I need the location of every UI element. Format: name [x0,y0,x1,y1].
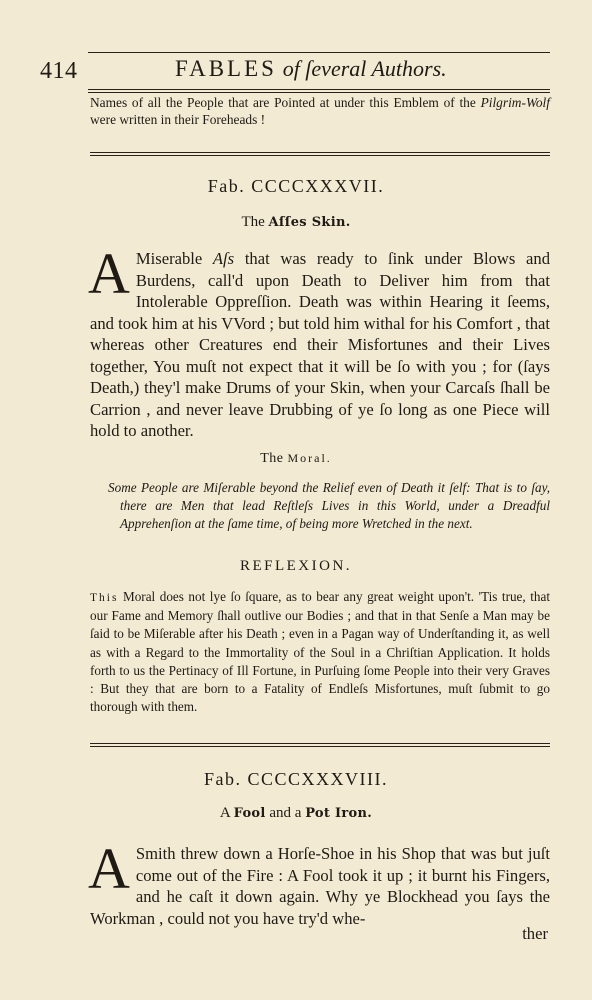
reflexion-heading: REFLEXION. [239,558,353,574]
fable-body-1-italic: Aſs [212,249,235,268]
fable-body-2-text: Smith threw down a Horſe-Shoe in his Shop that was but juſt come out of the Fire : A Fool took it up ; it burnt his Fingers, and he caſt it down again. Why ye Blockhead you ſays the Workman , could not you have try'd whe- [90,844,550,928]
fable-body-2 [88,836,550,929]
section-divider-2 [90,743,550,747]
reflexion-body: Moral does not lye ſo ſquare, as to bear any great weight upon't. 'Tis true, that our Fame and Memory ſhall outlive our Bodies ; and that in that Senſe a Man may be ſaid to be Miſerable after his Death ; even in a Pagan way of Underſtanding it, as well as with a Regard to the Immortality of the Soul in a Chriſtian Application. It holds forth to us the Pertinacy of Ill Fortune, in Purſuing ſome People into their very Graves : But they that are born to a Fatality of Endleſs Misfortunes, muſt ſubmit to go thorough with them. [90,589,550,715]
header-rule-bottom-1 [88,89,550,90]
section-divider-1 [90,152,550,156]
fable-subtitle-2-a: A [219,805,234,821]
note-text-after: were written in their Foreheads ! [90,112,266,127]
fable-subtitle-2-b: and a [265,805,306,821]
fable-subtitle-2-bl2: Pot Iron. [305,806,373,821]
fable-number-1: Fab. CCCCXXXVII. [207,176,385,196]
drop-cap-1: A [88,241,130,306]
fable-subtitle-2 [0,805,592,822]
note-italic: Pilgrim-Wolf [480,95,550,110]
moral-heading-the: The [260,451,288,466]
fable-body-1-b: that was ready to ſink under Blows and Burdens, call'd upon Death to Deliver him from that Intolerable Oppreſſion. Death was within Hearing it ſeems, and took him at his VVord ; but told him withal for his Comfort , that whereas other Creatures end their Misfortunes and their Lives together, You muſt not expect that it will be ſo with you ; for (ſays Death,) they'l make Drums of your Skin, when your Carcaſs ſhall be Carrion , and never leave Drubbing of ye ſo long as one Piece will hold to another. [90,249,550,440]
reflexion-lead-caps: This [90,592,119,604]
moral-heading-caps: Moral. [287,451,332,465]
running-head-caps: FABLES [175,56,277,81]
running-head [175,56,447,82]
reflexion-text [90,588,550,716]
fable-body-1 [88,241,550,442]
catchword: ther [522,924,548,943]
note-text-before: Names of all the People that are Pointed at under this Emblem of the [90,95,481,110]
fable-subtitle-1 [0,214,592,231]
carryover-note [90,94,550,128]
fable-subtitle-2-bl1: Fool [233,806,266,821]
moral-text: Some People are Miſerable beyond the Relief even of Death it ſelf: That is to ſay, there are Men that lead Reſtleſs Lives in this World, under a Dreadful Apprehenſion at the ſame time, of being more Wretched in the next. [108,480,550,531]
page-number: 414 [40,58,78,84]
fable-body-1-a: Miserable [135,249,213,268]
header-rule-bottom-2 [88,92,550,93]
moral-heading [0,451,592,467]
header-rule-top [88,52,550,53]
drop-cap-2: A [88,836,130,901]
running-head-italic: of ſeveral Authors. [282,56,447,81]
fable-number-2: Fab. CCCCXXXVIII. [203,769,388,789]
fable-subtitle-1-plain: The [241,214,269,230]
fable-subtitle-1-blackletter: Aſſes Skin. [268,215,351,230]
